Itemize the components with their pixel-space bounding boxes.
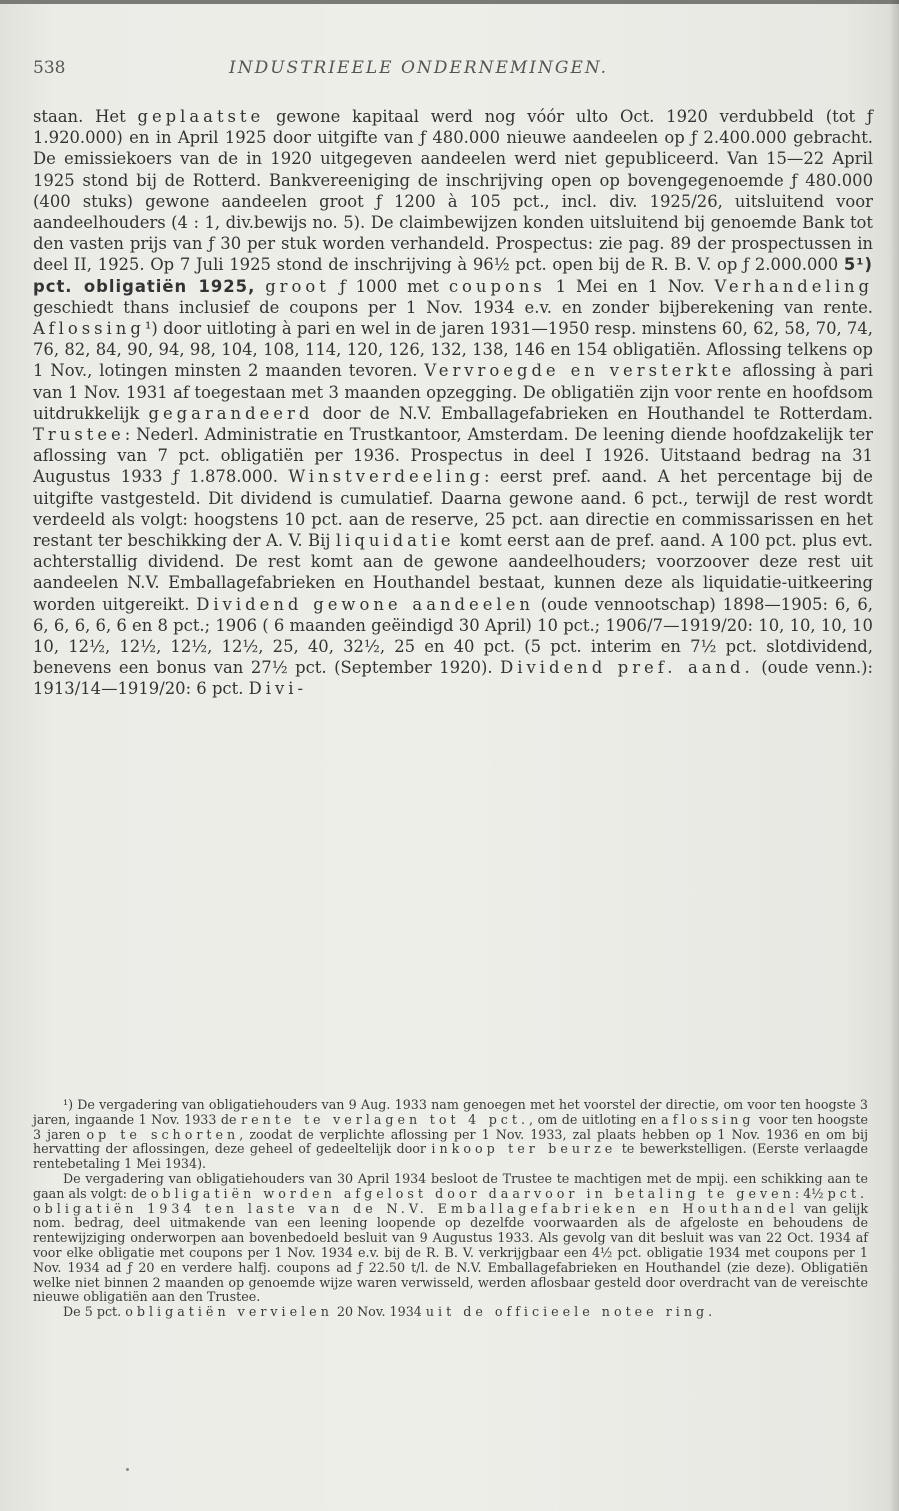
text-run: . [708,1304,713,1320]
text-run: ¹) De vergadering van obligatiehouders van 9 Aug. 1933 nam genoegen met het voorstel der directie, om voor ten hoogste 3 jaren, ingaande 1 Nov. 1933 de [33,1097,868,1127]
text-run: voor ten hoogste 3 jaren [33,1111,868,1142]
body-paragraph [33,106,873,700]
spaced-term: Dividend gewone aandeelen [196,594,534,614]
text-run: De vergadering van obligatiehouders van 30 April 1934 besloot de Trustee te machtigen met de mpij. een schikking aan te gaan als volgt: de [33,1170,868,1201]
spaced-term: aflossing [661,1111,755,1127]
text-run: , om de uitloting en [529,1111,662,1127]
text-run: geschiedt thans inclusief de coupons per 1 Nov. 1934 e.v. en zonder bijberekening van rente. [33,297,873,317]
spaced-term: geplaatste [137,107,265,126]
footnote-3 [33,1305,868,1320]
footnote-1 [33,1098,868,1172]
text-run: De 5 pct. [63,1304,126,1320]
text-run: komt eerst aan de pref. aand. A 100 pct. plus evt. achterstallig dividend. De rest komt aan de gewone aandeelhouders; voorzoover deze rest uit aandeelen N.V. Emballagefabrieken en Houthandel bestaat, kunnen deze als liquidatie-uitkeering worden uitgereikt. [33,531,874,614]
spaced-term: Verhandeling [714,276,873,296]
spaced-term: uit de officieele notee ring [425,1304,709,1320]
text-run: : Nederl. Administratie en Trustkantoor, Amsterdam. De leening diende hoofdzakelijk ter aflossing van 7 pct. obligatiën per 1936. Prospectus in deel I 1926. Uitstaand bedrag na 31 Augustus 1933 ƒ 1.878.000. [33,425,873,487]
text-run: (oude venn.): 1913/14—1919/20: 6 pct. [33,658,873,699]
footnotes [33,1098,868,1320]
running-title: INDUSTRIEELE ONDERNEMINGEN. [229,58,609,78]
text-run: staan. Het [33,107,138,126]
spaced-term: Vervroegde en versterkte [424,361,736,381]
footnote-2 [33,1172,868,1305]
text-run: door de N.V. Emballagefabrieken en Houthandel te Rotterdam. [313,403,873,423]
text-run: (oude vennootschap) 1898—1905: 6, 6, 6, 6, 6, 6, 6 en 8 pct.; 1906 ( 6 maanden geëindigd 30 April) 10 pct.; 1906/7—1919/20: 10, 10, 10, 10 10, 12½, 12½, 12½, 12½, 25, 40, 32½, 25 en 40 pct. (5 pct. interim en 7½ pct. slotdividend, benevens een bonus van 27½ pct. (September 1920). [33,594,873,678]
spaced-term: Aflossing [33,319,145,339]
spaced-term: inkoop ter beurze [431,1141,617,1157]
text-run: : 4½ [794,1185,828,1201]
text-run: van gelijk nom. bedrag, deel uitmakende van een leening loopende op dezelfde voorwaarden als de afgeloste en behoudens de rentewijziging onderworpen aan bovenbedoeld besluit van 9 Augustus 1933. Als gevolg van dit besluit was van 22 Oct. 1934 af voor elke obligatie met coupons per 1 Nov. 1934 e.v. bij de R. B. V. verkrijgbaar een 4½ pct. obligatie 1934 met coupons per 1 Nov. 1934 ad ƒ 20 en verdere halfj. coupons ad ƒ 22.50 t/l. de N.V. Emballagefabrieken en Houthandel (zie deze). Obligatiën welke niet binnen 2 maanden op genoemde wijze waren verwisseld, werden aflosbaar gesteld door overdracht van de vereischte nieuwe obligatiën aan den Trustee. [33,1200,869,1305]
bond-title: 5¹) pct. obligatiën 1925, [33,255,873,296]
main-body-text [33,106,873,700]
text-run: : eerst pref. aand. A het percentage bij de uitgifte vastgesteld. Dit dividend is cumulatief. Daarna gewone aand. 6 pct., terwijl de rest wordt verdeeld als volgt: hoogstens 10 pct. aan de reserve, 25 pct. aan directie en commissarissen en het restant ter beschikking der A. V. Bij [33,467,873,551]
spaced-term: obligatiën vervielen [125,1304,333,1320]
text-run: te bewerkstelligen. (Eerste verlaagde rentebetaling 1 Mei 1934). [33,1141,868,1172]
text-run: 1 Mei en 1 Nov. [545,276,715,296]
text-run [255,277,265,296]
spaced-term: Winstverdeeling [288,467,484,487]
spaced-term: gegarandeerd [148,403,314,423]
print-speck [126,1468,129,1471]
page-number: 538 [33,58,66,78]
page-right-shadow [889,0,899,1511]
text-run: ¹) door uitloting à pari en wel in de jaren 1931—1950 resp. minstens 60, 62, 58, 70, 74, 76, 82, 84, 90, 94, 98, 104, 108, 114, 120, 126, 132, 138, 146 en 154 obligatiën. Aflossing telkens op 1 Nov., lotingen minsten 2 maanden tevoren. [33,319,873,381]
text-run: aflossing à pari van 1 Nov. 1931 af toegestaan met 3 maanden opzegging. De obligatiën zijn voor rente en hoofdsom uitdrukkelijk [33,361,873,423]
spaced-term: obligatiën worden afgelost door daarvoor in betaling te geven [150,1185,795,1201]
spaced-term: liquidatie [335,531,455,551]
spaced-term: Divi- [248,679,308,699]
spaced-term: Trustee [33,425,125,445]
spaced-term: op te schorten [86,1126,240,1142]
spaced-term: Dividend pref. aand. [500,658,754,678]
page-top-edge [0,0,899,4]
spaced-term: groot [265,276,330,296]
spaced-term: pct. obligatiën 1934 ten laste van de N.V. Emballagefabrieken en Houthandel [33,1185,868,1216]
text-run: 20 Nov. 1934 [332,1304,426,1320]
page-header [33,58,868,84]
text-run: gewone kapitaal werd nog vóór ulto Oct. 1920 verdubbeld (tot ƒ 1.920.000) en in April 1925 door uitgifte van ƒ 480.000 nieuwe aandeelen op ƒ 2.400.000 gebracht. De emissiekoers van de in 1920 uitgegeven aandeelen werd niet gepubliceerd. Van 15—22 April 1925 stond bij de Rotterd. Bankvereeniging de inschrijving open op bovengegenoemde ƒ 480.000 (400 stuks) gewone aandeelen groot ƒ 1200 à 105 pct., incl. div. 1925/26, uitsluitend voor aandeelhouders (4 : 1, div.bewijs no. 5). De claimbewijzen konden uitsluitend bij genoemde Bank tot den vasten prijs van ƒ 30 per stuk worden verhandeld. Prospectus: zie pag. 89 der prospectussen in deel II, 1925. Op 7 Juli 1925 stond de inschrijving à 96½ pct. open bij de R. B. V. op ƒ 2.000.000 [33,107,873,275]
text-run: , zoodat de verplichte aflossing per 1 Nov. 1933, zal plaats hebben op 1 Nov. 1936 en om bij hervatting der aflossingen, deze geheel of gedeeltelijk door [33,1126,869,1157]
spaced-term: rente te verlagen tot 4 pct. [241,1111,530,1127]
spaced-term: coupons [448,276,546,296]
text-run: ƒ 1000 met [329,276,449,296]
